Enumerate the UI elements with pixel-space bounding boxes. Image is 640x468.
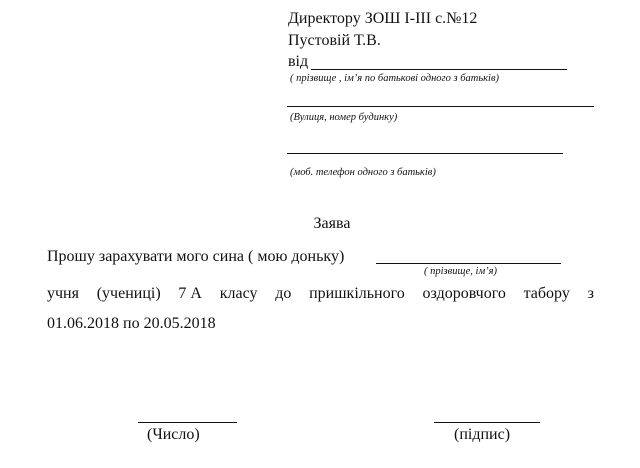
child-name-blank-line [376,263,561,264]
phone-blank-line [287,153,563,154]
document-title: Заява [313,215,351,232]
phone-hint: (моб. телефон одного з батьків) [290,167,436,178]
dates-text: 01.06.2018 по 20.05.2018 [47,315,216,332]
from-label: від [288,53,309,70]
date-blank-line [138,422,237,423]
director-name: Пустовій Т.В. [288,32,381,49]
body-word: учня [47,285,79,302]
body-word: табору [523,285,570,302]
parent-name-blank-line [311,69,567,70]
street-blank-line [287,106,594,107]
parent-name-hint: ( прізвище , ім’я по батькові одного з батьків) [290,73,500,84]
addressee-line: Директору ЗОШ І-ІІІ с.№12 [288,10,478,27]
date-label: (Число) [147,426,200,443]
body-word: оздоровчого [422,285,506,302]
body-word: 7 А [178,285,202,302]
body-text-line [47,285,594,303]
signature-label: (підпис) [454,426,511,443]
body-word: пришкільного [309,285,405,302]
signature-blank-line [434,422,540,423]
street-hint: (Вулиця, номер будинку) [290,112,398,123]
body-word: з [587,285,594,302]
body-word: класу [219,285,258,302]
body-word: (учениці) [96,285,161,302]
child-name-hint: ( прізвище, ім’я) [424,266,498,277]
body-word: до [275,285,292,302]
request-text: Прошу зарахувати мого сина ( мою доньку) [47,248,345,265]
